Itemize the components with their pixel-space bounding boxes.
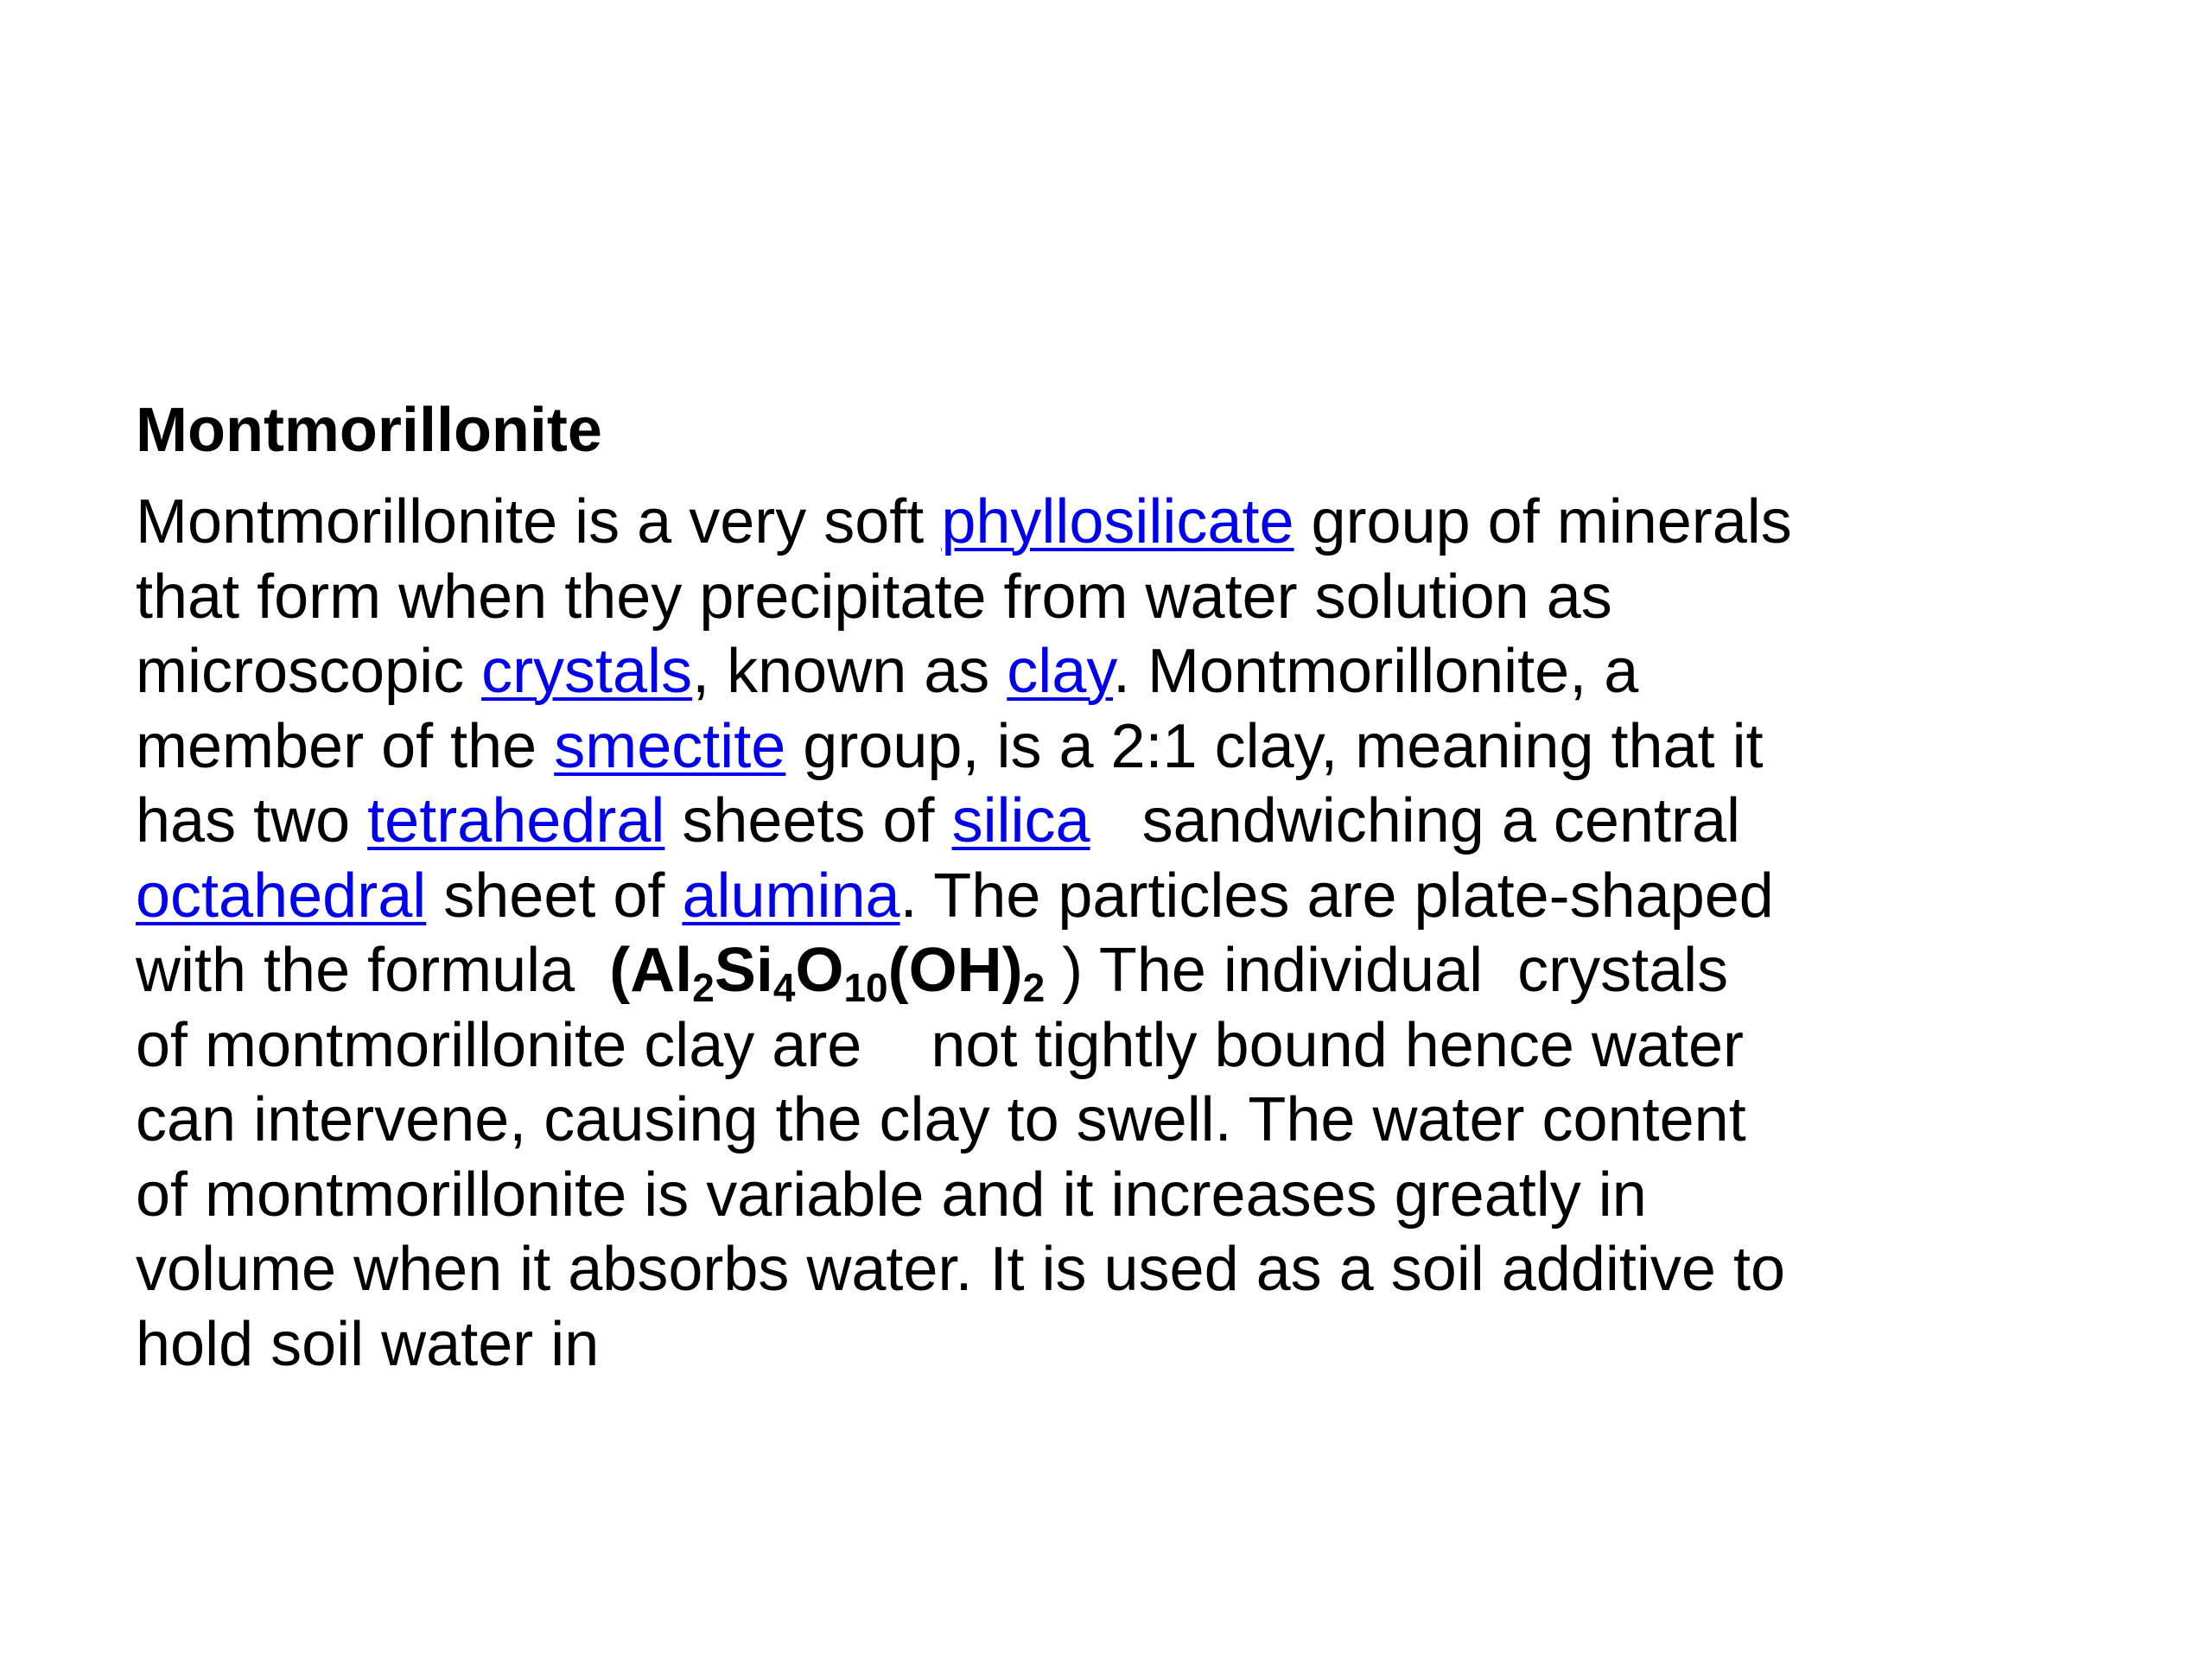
chemical-formula <box>609 936 1046 1010</box>
text-segment: sheet of <box>426 861 683 931</box>
paragraph-line-11 <box>136 1232 2088 1307</box>
slide-heading: Montmorillonite <box>136 396 602 465</box>
text-segment: can intervene, causing the clay to swell. The water content <box>136 1085 1746 1154</box>
formula-part: O <box>795 936 844 1005</box>
text-segment: sandwiching a central <box>1090 786 1741 855</box>
link-crystals[interactable]: crystals <box>481 637 693 706</box>
text-segment: hold soil water in <box>136 1309 600 1379</box>
formula-subscript: 10 <box>843 965 888 1010</box>
text-segment: of montmorillonite clay are not tightly bound hence water <box>136 1010 1744 1080</box>
text-segment: has two <box>136 786 368 855</box>
paragraph-line-8 <box>136 1008 2088 1084</box>
link-alumina[interactable]: alumina <box>682 861 900 931</box>
paragraph-line-9 <box>136 1083 2088 1158</box>
formula-part: (Al <box>609 936 693 1005</box>
paragraph-line-3 <box>136 634 2088 709</box>
text-segment: Montmorillonite is a very soft <box>136 487 942 556</box>
text-segment: group, is a 2:1 clay, meaning that it <box>785 711 1764 781</box>
link-phyllosilicate[interactable]: phyllosilicate <box>941 487 1294 556</box>
paragraph-line-6 <box>136 859 2088 934</box>
link-octahedral[interactable]: octahedral <box>136 861 427 931</box>
paragraph-line-7 <box>136 933 2088 1008</box>
text-segment: ) The individual crystals <box>1045 936 1729 1005</box>
paragraph-line-4 <box>136 709 2088 785</box>
formula-part: Si <box>714 936 773 1005</box>
text-segment: with the formula <box>136 936 610 1005</box>
link-smectite[interactable]: smectite <box>554 711 786 781</box>
paragraph-line-5 <box>136 784 2088 859</box>
text-segment: . The particles are plate-shaped <box>899 861 1774 931</box>
text-segment: . Montmorillonite, a <box>1113 637 1639 706</box>
link-tetrahedral[interactable]: tetrahedral <box>367 786 665 855</box>
formula-subscript: 2 <box>1022 965 1046 1010</box>
body-paragraph <box>136 485 2088 1382</box>
text-segment: volume when it absorbs water. It is used as a soil additive to <box>136 1235 1785 1304</box>
paragraph-line-1 <box>136 485 2088 560</box>
paragraph-line-10 <box>136 1158 2088 1233</box>
text-segment: member of the <box>136 711 555 781</box>
text-segment: group of minerals <box>1294 487 1792 556</box>
formula-subscript: 4 <box>772 965 796 1010</box>
slide-content <box>136 393 2088 1382</box>
formula-part: (OH) <box>887 936 1023 1005</box>
text-segment: sheets of <box>664 786 952 855</box>
paragraph-line-2 <box>136 560 2088 635</box>
text-segment: that form when they precipitate from water solution as <box>136 562 1612 632</box>
text-segment: of montmorillonite is variable and it increases greatly in <box>136 1160 1647 1230</box>
link-silica[interactable]: silica <box>951 786 1090 855</box>
text-segment: microscopic <box>136 637 482 706</box>
paragraph-line-12 <box>136 1307 2088 1382</box>
link-clay[interactable]: clay <box>1007 637 1113 706</box>
text-segment: , known as <box>692 637 1007 706</box>
formula-subscript: 2 <box>692 965 715 1010</box>
